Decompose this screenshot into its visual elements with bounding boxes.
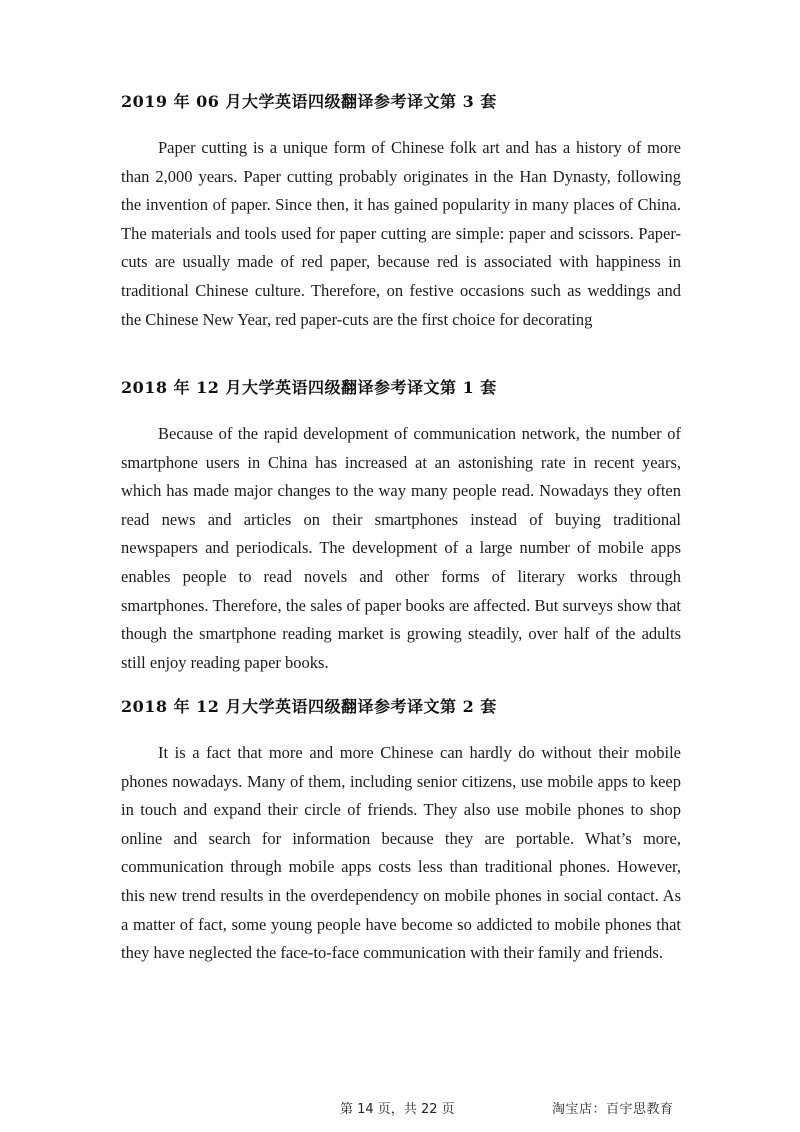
translation-section-2019-06-set-3 bbox=[121, 89, 681, 334]
section-heading: 2018 年 12 月大学英语四级翻译参考译文第 1 套 bbox=[121, 378, 497, 397]
page-number: 第 14 页，共 22 页 bbox=[340, 1102, 455, 1117]
section-heading: 2018 年 12 月大学英语四级翻译参考译文第 2 套 bbox=[121, 697, 497, 716]
section-paragraph: Because of the rapid development of communication network, the number of smartphone users in China has increased at an astonishing rate in recent years, which has made major changes to the way many people read. Nowadays they often read news and articles on their smartphones instead of buying traditional newspapers and periodicals. The development of a large number of mobile apps enables people to read novels and other forms of literary works through smartphones. Therefore, the sales of paper books are affected. But surveys show that though the smartphone reading market is growing steadily, over half of the adults still enjoy reading paper books. bbox=[121, 424, 681, 672]
section-heading: 2019 年 06 月大学英语四级翻译参考译文第 3 套 bbox=[121, 92, 497, 111]
translation-section-2018-12-set-2 bbox=[121, 694, 681, 968]
section-paragraph: It is a fact that more and more Chinese can hardly do without their mobile phones nowadays. Many of them, including senior citizens, use mobile apps to keep in touch and expand their circle of friends. They also use mobile phones to shop online and search for information because they are portable. What’s more, communication through mobile apps costs less than traditional phones. However, this new trend results in the overdependency on mobile phones in social contact. As a matter of fact, some young people have become so addicted to mobile phones that they have neglected the face-to-face communication with their family and friends. bbox=[121, 743, 681, 963]
translation-section-2018-12-set-1 bbox=[121, 375, 681, 677]
section-paragraph: Paper cutting is a unique form of Chinese folk art and has a history of more than 2,000 years. Paper cutting probably originates in the Han Dynasty, following the invention of paper. Since then, it has gained popularity in many places of China. The materials and tools used for paper cutting are simple: paper and scissors. Paper-cuts are usually made of red paper, because red is associated with happiness in traditional Chinese culture. Therefore, on festive occasions such as weddings and the Chinese New Year, red paper-cuts are the first choice for decorating bbox=[121, 138, 681, 329]
shop-label: 淘宝店：百宇思教育 bbox=[552, 1102, 674, 1117]
